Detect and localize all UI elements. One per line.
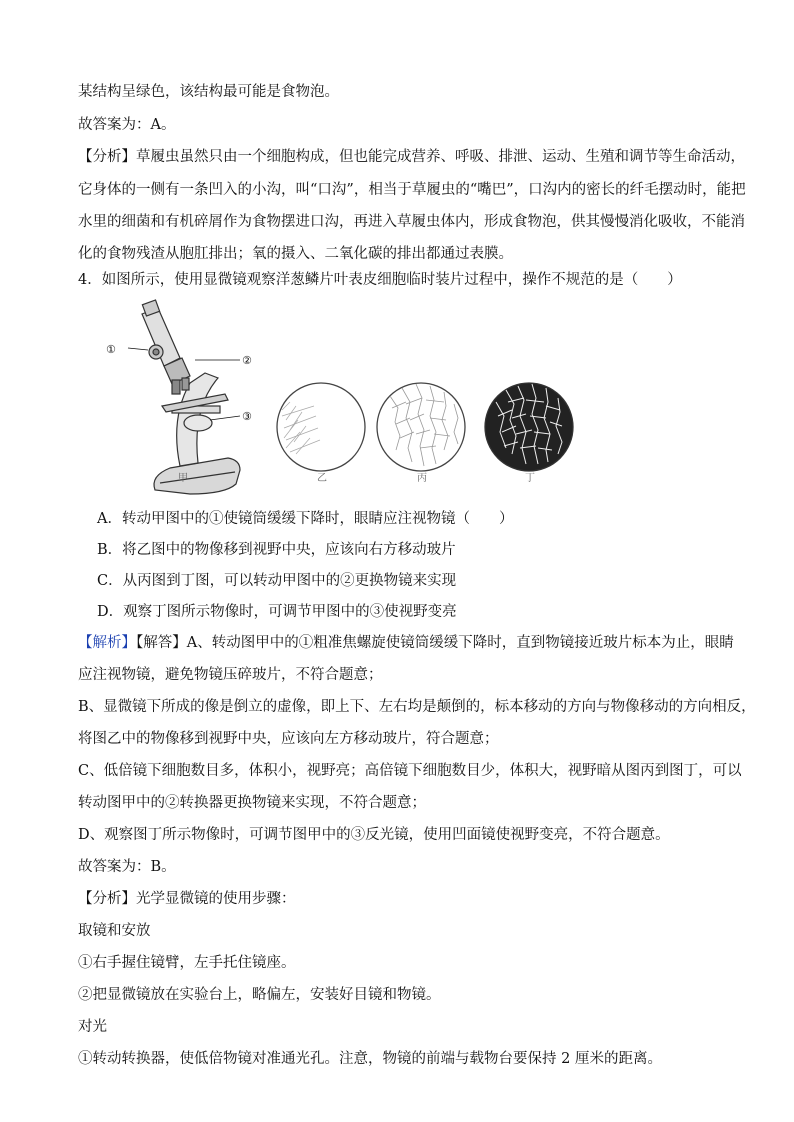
line-2: 故答案为：A。	[78, 117, 176, 133]
solution-b-1: B、显微镜下所成的像是倒立的虚像，即上下、左右均是颠倒的，标本移动的方向与物像移动的方向相反，	[78, 699, 756, 715]
caption-jia: 甲	[178, 473, 188, 484]
step-2: ②把显微镜放在实验台上，略偏左，安装好目镜和物镜。	[78, 987, 441, 1003]
view-bing	[377, 383, 465, 471]
solution-c-1: C、低倍镜下细胞数目多，体积小，视野亮；高倍镜下细胞数目少，体积大，视野暗从图丙到图丁，可以	[78, 763, 742, 779]
answer-line: 故答案为：B。	[78, 859, 176, 875]
label-1: ①	[106, 343, 116, 356]
microscope-drawing	[128, 300, 240, 494]
analysis-tag: 【分析】	[78, 149, 136, 165]
option-a: A．转动甲图中的①使镜筒缓缓下降时，眼睛应注视物镜（ ）	[97, 511, 514, 527]
analysis-para	[78, 147, 745, 167]
solution-text: 【解答】A、转动图甲中的①粗准焦螺旋使镜筒缓缓下降时，直到物镜接近玻片标本为止，眼睛	[136, 635, 734, 651]
step-heading-1: 取镜和安放	[78, 923, 151, 939]
analysis-text: 草履虫虽然只由一个细胞构成，但也能完成营养、呼吸、排泄、运动、生殖和调节等生命活动，	[136, 149, 745, 165]
label-2: ②	[242, 354, 252, 367]
analysis-2	[78, 889, 296, 909]
caption-ding: 丁	[525, 473, 535, 484]
question-4: 4．如图所示，使用显微镜观察洋葱鳞片叶表皮细胞临时装片过程中，操作不规范的是（ ）	[78, 272, 682, 288]
solution-b-2: 将图乙中的物像移到视野中央，应该向左方移动玻片，符合题意；	[78, 731, 499, 747]
caption-bing: 丙	[417, 473, 427, 484]
solution-para	[78, 633, 734, 653]
analysis-2-tag: 【分析】	[78, 891, 136, 907]
view-ding	[485, 383, 573, 471]
caption-yi: 乙	[317, 473, 327, 484]
line-6: 化的食物残渣从胞肛排出；氧的摄入、二氧化碳的排出都通过表膜。	[78, 246, 513, 262]
option-d: D．观察丁图所示物像时，可调节甲图中的③使视野变亮	[97, 604, 457, 620]
step-3: ①转动转换器，使低倍物镜对准通光孔。注意，物镜的前端与载物台要保持 2 厘米的距离。	[78, 1051, 662, 1067]
solution-line-2: 应注视物镜，避免物镜压碎玻片，不符合题意；	[78, 667, 383, 683]
solution-d: D、观察图丁所示物像时，可调节图甲中的③反光镜，使用凹面镜使视野变亮，不符合题意。	[78, 827, 670, 843]
line-4: 它身体的一侧有一条凹入的小沟，叫“口沟”，相当于草履虫的“嘴巴”，口沟内的密长的纤毛摆动时，能把	[78, 182, 746, 198]
view-yi	[277, 383, 365, 471]
solution-c-2: 转动图甲中的②转换器更换物镜来实现，不符合题意；	[78, 795, 426, 811]
step-heading-2: 对光	[78, 1019, 107, 1035]
step-1: ①右手握住镜臂，左手托住镜座。	[78, 955, 296, 971]
solution-tag: 【解析】	[78, 635, 136, 651]
microscope-figure	[100, 298, 660, 503]
option-b: B．将乙图中的物像移到视野中央，应该向右方移动玻片	[97, 542, 456, 558]
analysis-2-text: 光学显微镜的使用步骤：	[136, 891, 296, 907]
line-5: 水里的细菌和有机碎屑作为食物摆进口沟，再进入草履虫体内，形成食物泡，供其慢慢消化吸收，不能消	[78, 214, 745, 230]
label-3: ③	[242, 410, 252, 423]
option-c: C．从丙图到丁图，可以转动甲图中的②更换物镜来实现	[97, 573, 457, 589]
line-1: 某结构呈绿色，该结构最可能是食物泡。	[78, 84, 339, 100]
